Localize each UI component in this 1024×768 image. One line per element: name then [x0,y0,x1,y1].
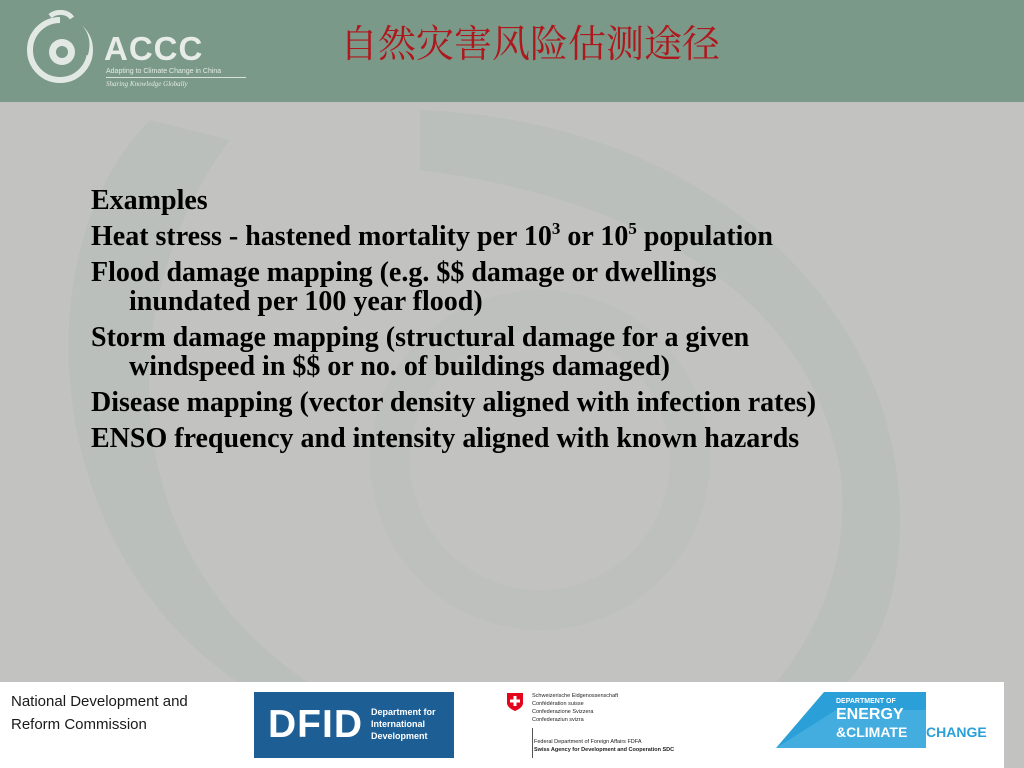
list-item: Flood damage mapping (e.g. $$ damage or dwellings inundated per 100 year flood) [91,257,717,317]
swiss-confederation-text [532,692,742,724]
ndrc-line: Reform Commission [11,716,147,733]
item-text: population [636,221,773,252]
superscript: 5 [628,219,637,238]
dfid-department-text [371,706,451,742]
decc-department-text: DEPARTMENT OF [836,698,896,705]
dfid-line: International [371,719,426,729]
dfid-line: Department for [371,707,436,717]
decc-change-text: CHANGE [926,724,987,740]
list-item: ENSO frequency and intensity aligned with known hazards [91,423,800,454]
swiss-line: Confederazione Svizzera [532,709,594,715]
accc-swirl-icon [22,10,98,86]
superscript: 3 [551,219,561,238]
dfid-wordmark: DFID [268,703,363,746]
logo-subtitle: Adapting to Climate Change in China [106,68,222,75]
logo-divider [106,77,246,78]
swiss-fed-line: Swiss Agency for Development and Cooperation SDC [534,747,675,753]
swiss-fed-line: Federal Department of Foreign Affairs FDFA [534,739,642,745]
item-text: or 10 [560,221,629,252]
footer-logo-strip [0,682,1004,768]
swiss-line: Confédération suisse [532,701,584,707]
decc-climate-text: &CLIMATE [836,724,908,740]
swiss-divider [532,728,533,758]
header-bar [0,0,1024,102]
content-body [91,186,831,460]
dfid-logo [254,692,454,758]
swiss-sdc-logo [506,692,746,762]
list-item [91,219,831,252]
swiss-agency-text [534,738,744,754]
ndrc-line: National Development and [11,693,188,710]
list-item: Disease mapping (vector density aligned with infection rates) [91,387,817,418]
list-item: Examples [91,185,208,216]
swiss-line: Confederaziun svizra [532,717,584,723]
accc-logo [22,10,242,88]
item-text: Heat stress - hastened mortality per 10 [91,221,552,252]
swiss-line: Schweizerische Eidgenossenschaft [532,693,619,699]
swiss-cross-icon [506,692,524,712]
logo-tagline: Sharing Knowledge Globally [106,80,188,88]
decc-logo [776,692,986,750]
decc-energy-text: ENERGY [836,706,904,723]
slide-title: 自然灾害风险估测途径 [339,22,720,66]
logo-name: ACCC [104,30,204,67]
ndrc-logo-text [11,690,231,736]
list-item: Storm damage mapping (structural damage for a given windspeed in $$ or no. of buildings damaged) [91,322,750,382]
dfid-line: Development [371,731,428,741]
